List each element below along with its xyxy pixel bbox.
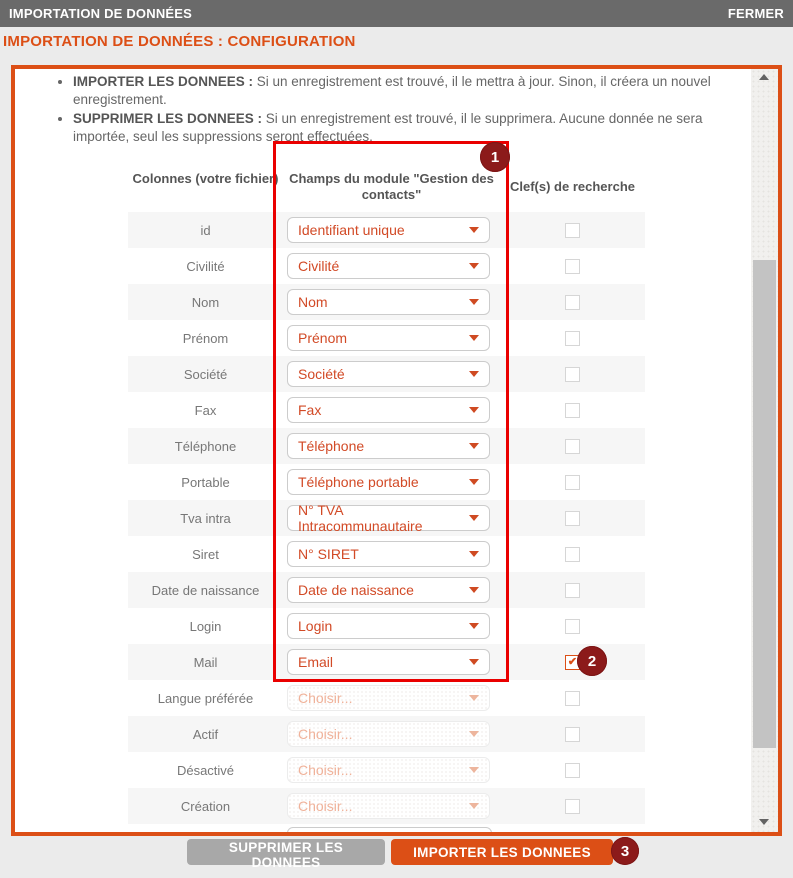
field-select[interactable] (287, 541, 490, 567)
chevron-down-icon (469, 695, 479, 701)
chevron-down-icon (469, 551, 479, 557)
search-key-checkbox[interactable] (565, 691, 580, 706)
header-module-fields: Champs du module "Gestion des contacts" (289, 171, 494, 202)
field-select-value: Fax (298, 402, 322, 418)
instruction-delete-text: Si un enregistrement est trouvé, il le supprimera. Aucune donnée ne sera importée, seul les suppressions seront effectuées. (73, 111, 703, 144)
field-select-value: Login (298, 618, 333, 634)
chevron-down-icon (469, 659, 479, 665)
field-select-value: N° TVA Intracommunautaire (298, 502, 423, 534)
step2-badge: 2 (577, 646, 607, 676)
search-key-checkbox[interactable] (565, 475, 580, 490)
table-row (128, 680, 645, 716)
field-select[interactable] (287, 649, 490, 675)
source-column-label: Date de naissance (151, 582, 260, 598)
chevron-down-icon (469, 479, 479, 485)
search-key-checkbox[interactable] (565, 403, 580, 418)
chevron-down-icon (469, 803, 479, 809)
field-select-value: Téléphone (298, 438, 365, 454)
instructions-list (57, 73, 745, 147)
search-key-checkbox[interactable] (565, 331, 580, 346)
chevron-down-icon (469, 767, 479, 773)
step1-badge: 1 (480, 142, 510, 172)
page-title: IMPORTATION DE DONNÉES : CONFIGURATION (3, 33, 356, 50)
chevron-down-icon (469, 299, 479, 305)
step3-badge: 3 (611, 837, 639, 865)
search-key-checkbox[interactable] (565, 547, 580, 562)
field-select-value: Nom (298, 294, 328, 310)
field-select-value: Email (298, 654, 334, 670)
chevron-down-icon (469, 731, 479, 737)
table-row (128, 392, 645, 428)
field-select-value: Choisir... (298, 798, 353, 814)
scroll-up-icon[interactable] (759, 74, 769, 80)
source-column-label: Prénom (182, 330, 229, 346)
partial-next-row-dropdown (287, 827, 492, 836)
field-select[interactable] (287, 469, 490, 495)
scrollbar[interactable] (751, 69, 778, 832)
search-key-checkbox[interactable] (565, 367, 580, 382)
mapping-table (128, 212, 645, 824)
scroll-down-icon[interactable] (759, 819, 769, 825)
search-key-checkbox[interactable] (565, 763, 580, 778)
field-select-value: Identifiant unique (298, 222, 405, 238)
table-row (128, 500, 645, 536)
field-select-value: Choisir... (298, 726, 353, 742)
window-titlebar (0, 0, 793, 27)
table-row (128, 752, 645, 788)
field-select-value: Téléphone portable (298, 474, 419, 490)
field-select[interactable] (287, 685, 490, 711)
field-select[interactable] (287, 289, 490, 315)
field-select-value: Choisir... (298, 690, 353, 706)
field-select[interactable] (287, 361, 490, 387)
search-key-checkbox[interactable] (565, 799, 580, 814)
search-key-checkbox[interactable] (565, 583, 580, 598)
field-select[interactable] (287, 253, 490, 279)
table-row (128, 608, 645, 644)
chevron-down-icon (469, 587, 479, 593)
field-select[interactable] (287, 757, 490, 783)
close-button[interactable]: FERMER (727, 6, 784, 21)
source-column-label: Désactivé (176, 762, 235, 778)
search-key-checkbox[interactable] (565, 295, 580, 310)
source-column-label: Téléphone (174, 438, 237, 454)
search-key-checkbox[interactable] (565, 727, 580, 742)
table-row (128, 716, 645, 752)
source-column-label: Civilité (186, 258, 225, 274)
chevron-down-icon (469, 515, 479, 521)
window-title: IMPORTATION DE DONNÉES (9, 6, 193, 21)
chevron-down-icon (469, 227, 479, 233)
field-select[interactable] (287, 433, 490, 459)
field-select[interactable] (287, 325, 490, 351)
instruction-import (73, 73, 745, 109)
field-select[interactable] (287, 721, 490, 747)
field-select-value: Civilité (298, 258, 340, 274)
source-column-label: Création (180, 798, 231, 814)
table-row (128, 464, 645, 500)
source-column-label: Login (189, 618, 222, 634)
import-data-button[interactable]: IMPORTER LES DONNEES (391, 839, 613, 865)
field-select[interactable] (287, 577, 490, 603)
field-select[interactable] (287, 502, 490, 534)
source-column-label: Tva intra (180, 510, 231, 526)
table-row (128, 248, 645, 284)
config-panel (11, 65, 782, 836)
source-column-label: Société (183, 366, 228, 382)
table-row (128, 572, 645, 608)
table-row (128, 428, 645, 464)
header-search-keys: Clef(s) de recherche (510, 179, 635, 194)
chevron-down-icon (469, 335, 479, 341)
field-select-value: Date de naissance (298, 582, 414, 598)
field-select-value: Choisir... (298, 762, 353, 778)
search-key-checkbox[interactable] (565, 619, 580, 634)
source-column-label: id (200, 222, 211, 238)
chevron-down-icon (469, 263, 479, 269)
delete-data-button[interactable]: SUPPRIMER LES DONNEES (187, 839, 385, 865)
search-key-checkbox[interactable] (565, 259, 580, 274)
source-column-label: Siret (192, 546, 219, 562)
instruction-delete-label: SUPPRIMER LES DONNEES : (73, 111, 263, 126)
table-row (128, 212, 645, 248)
table-row (128, 788, 645, 824)
table-row (128, 284, 645, 320)
chevron-down-icon (469, 407, 479, 413)
instruction-import-label: IMPORTER LES DONNEES : (73, 74, 254, 89)
instruction-import-text: Si un enregistrement est trouvé, il le mettra à jour. Sinon, il créera un nouvel enregistrement. (73, 74, 711, 107)
field-select[interactable] (287, 397, 490, 423)
chevron-down-icon (469, 371, 479, 377)
scrollbar-thumb[interactable] (753, 260, 776, 748)
table-row (128, 320, 645, 356)
header-columns-file: Colonnes (votre fichier) (132, 171, 279, 186)
table-row (128, 536, 645, 572)
field-select-value: Prénom (298, 330, 348, 346)
source-column-label: Portable (181, 474, 230, 490)
source-column-label: Actif (192, 726, 219, 742)
search-key-checkbox[interactable] (565, 511, 580, 526)
table-row (128, 356, 645, 392)
search-key-checkbox[interactable] (565, 223, 580, 238)
field-select[interactable] (287, 793, 490, 819)
source-column-label: Mail (193, 654, 218, 670)
field-select-value: Société (298, 366, 345, 382)
instruction-delete (73, 110, 745, 146)
field-select[interactable] (287, 613, 490, 639)
table-row (128, 644, 645, 680)
source-column-label: Fax (194, 402, 217, 418)
search-key-checkbox[interactable] (565, 439, 580, 454)
source-column-label: Langue préférée (157, 690, 254, 706)
field-select[interactable] (287, 217, 490, 243)
chevron-down-icon (469, 443, 479, 449)
field-select-value: N° SIRET (298, 546, 359, 562)
chevron-down-icon (469, 623, 479, 629)
source-column-label: Nom (191, 294, 220, 310)
